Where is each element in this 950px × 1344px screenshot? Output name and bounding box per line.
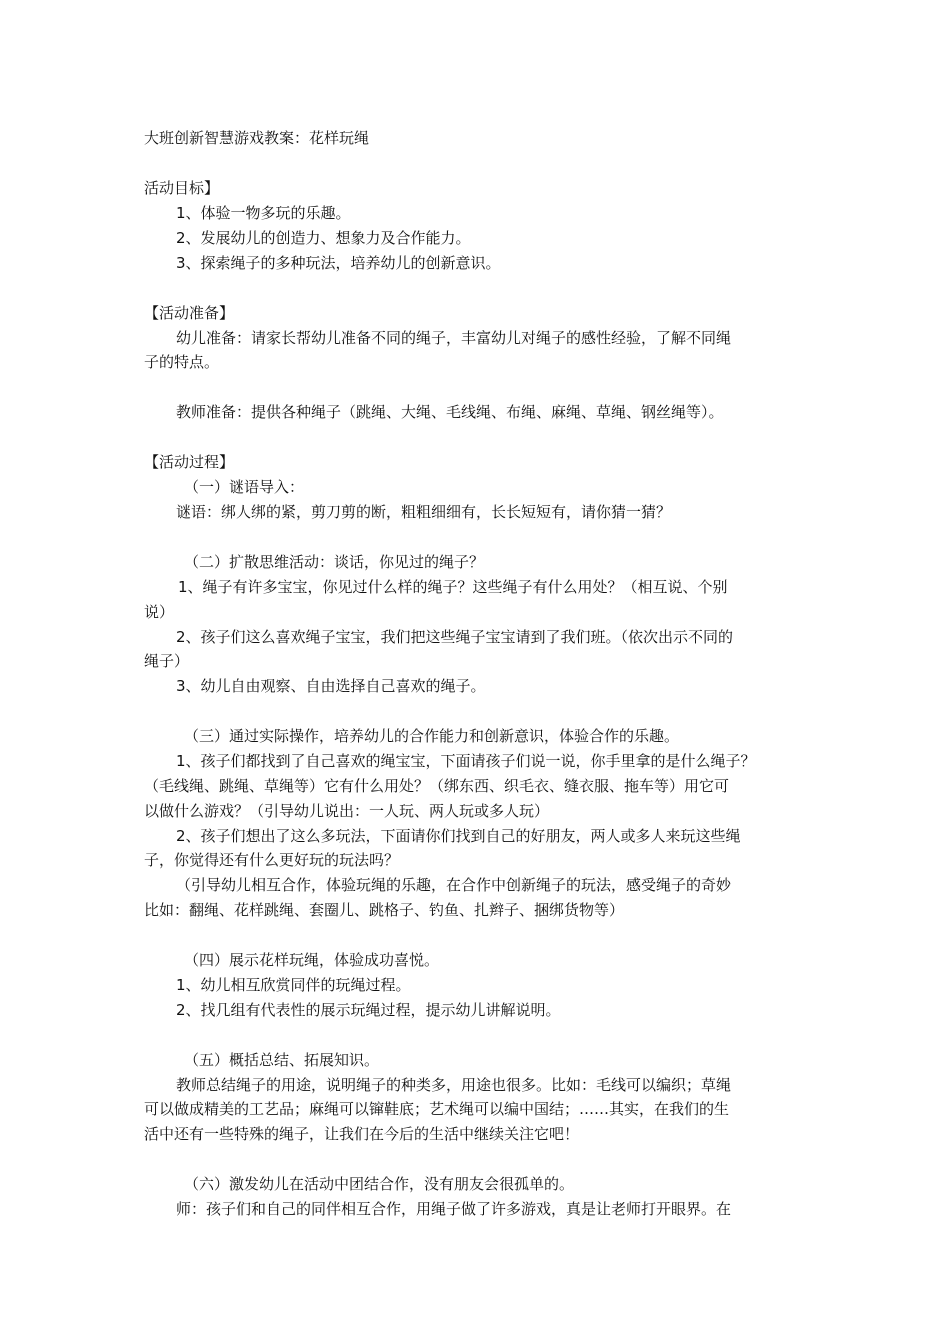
paragraph-line: 绳子）: [144, 652, 190, 670]
paragraph-line: 2、孩子们想出了这么多玩法，下面请你们找到自己的好朋友，两人或多人来玩这些绳: [176, 827, 741, 845]
section-title: （五）概括总结、拓展知识。: [184, 1051, 380, 1069]
paragraph-line: 以做什么游戏？（引导幼儿说出：一人玩、两人玩或多人玩）: [144, 802, 550, 820]
goal-item: 2、发展幼儿的创造力、想象力及合作能力。: [176, 229, 471, 247]
prep-child-line: 幼儿准备：请家长帮幼儿准备不同的绳子，丰富幼儿对绳子的感性经验，了解不同绳: [176, 329, 732, 347]
goal-item: 1、体验一物多玩的乐趣。: [176, 204, 351, 222]
goals-heading: 活动目标】: [144, 179, 220, 197]
paragraph-line: 2、找几组有代表性的展示玩绳过程，提示幼儿讲解说明。: [176, 1001, 561, 1019]
riddle-line: 谜语：绑人绑的紧，剪刀剪的断，粗粗细细有，长长短短有，请你猜一猜？: [176, 503, 672, 521]
section-title: （一）谜语导入：: [184, 478, 305, 496]
goal-item: 3、探索绳子的多种玩法，培养幼儿的创新意识。: [176, 254, 501, 272]
prep-heading: 【活动准备】: [144, 304, 235, 322]
paragraph-line: 可以做成精美的工艺品；麻绳可以镩鞋底；艺术绳可以编中国结；……其实，在我们的生: [144, 1100, 730, 1118]
prep-teacher-line: 教师准备：提供各种绳子（跳绳、大绳、毛线绳、布绳、麻绳、草绳、钢丝绳等）。: [176, 403, 724, 421]
section-title: （六）激发幼儿在活动中团结合作，没有朋友会很孤单的。: [184, 1175, 575, 1193]
paragraph-line: （毛线绳、跳绳、草绳等）它有什么用处？（绑东西、织毛衣、缝衣服、拖车等）用它可: [144, 777, 730, 795]
paragraph-line: 活中还有一些特殊的绳子，让我们在今后的生活中继续关注它吧！: [144, 1125, 580, 1143]
paragraph-line: 比如：翻绳、花样跳绳、套圈儿、跳格子、钓鱼、扎辫子、捆绑货物等）: [144, 901, 625, 919]
section-title: （四）展示花样玩绳，体验成功喜悦。: [184, 951, 440, 969]
paragraph-line: 2、孩子们这么喜欢绳子宝宝，我们把这些绳子宝宝请到了我们班。（依次出示不同的: [176, 628, 734, 646]
paragraph-line: 子，你觉得还有什么更好玩的玩法吗？: [144, 851, 400, 869]
prep-child-line: 子的特点。: [144, 353, 220, 371]
paragraph-line: （引导幼儿相互合作，体验玩绳的乐趣，在合作中创新绳子的玩法，感受绳子的奇妙: [176, 876, 732, 894]
section-title: （二）扩散思维活动：谈话，你见过的绳子？: [184, 553, 485, 571]
paragraph-line: 师：孩子们和自己的同伴相互合作，用绳子做了许多游戏，真是让老师打开眼界。在: [176, 1200, 732, 1218]
process-heading: 【活动过程】: [144, 453, 235, 471]
section-title: （三）通过实际操作，培养幼儿的合作能力和创新意识，体验合作的乐趣。: [184, 727, 680, 745]
paragraph-line: 1、绳子有许多宝宝，你见过什么样的绳子？这些绳子有什么用处？（相互说、个别: [178, 578, 728, 596]
paragraph-line: 说）: [144, 603, 175, 621]
paragraph-line: 1、幼儿相互欣赏同伴的玩绳过程。: [176, 976, 411, 994]
paragraph-line: 3、幼儿自由观察、自由选择自己喜欢的绳子。: [176, 677, 486, 695]
document-title: 大班创新智慧游戏教案：花样玩绳: [144, 129, 370, 147]
paragraph-line: 1、孩子们都找到了自己喜欢的绳宝宝，下面请孩子们说一说，你手里拿的是什么绳子？: [176, 752, 756, 770]
paragraph-line: 教师总结绳子的用途，说明绳子的种类多，用途也很多。比如：毛线可以编织；草绳: [176, 1076, 732, 1094]
